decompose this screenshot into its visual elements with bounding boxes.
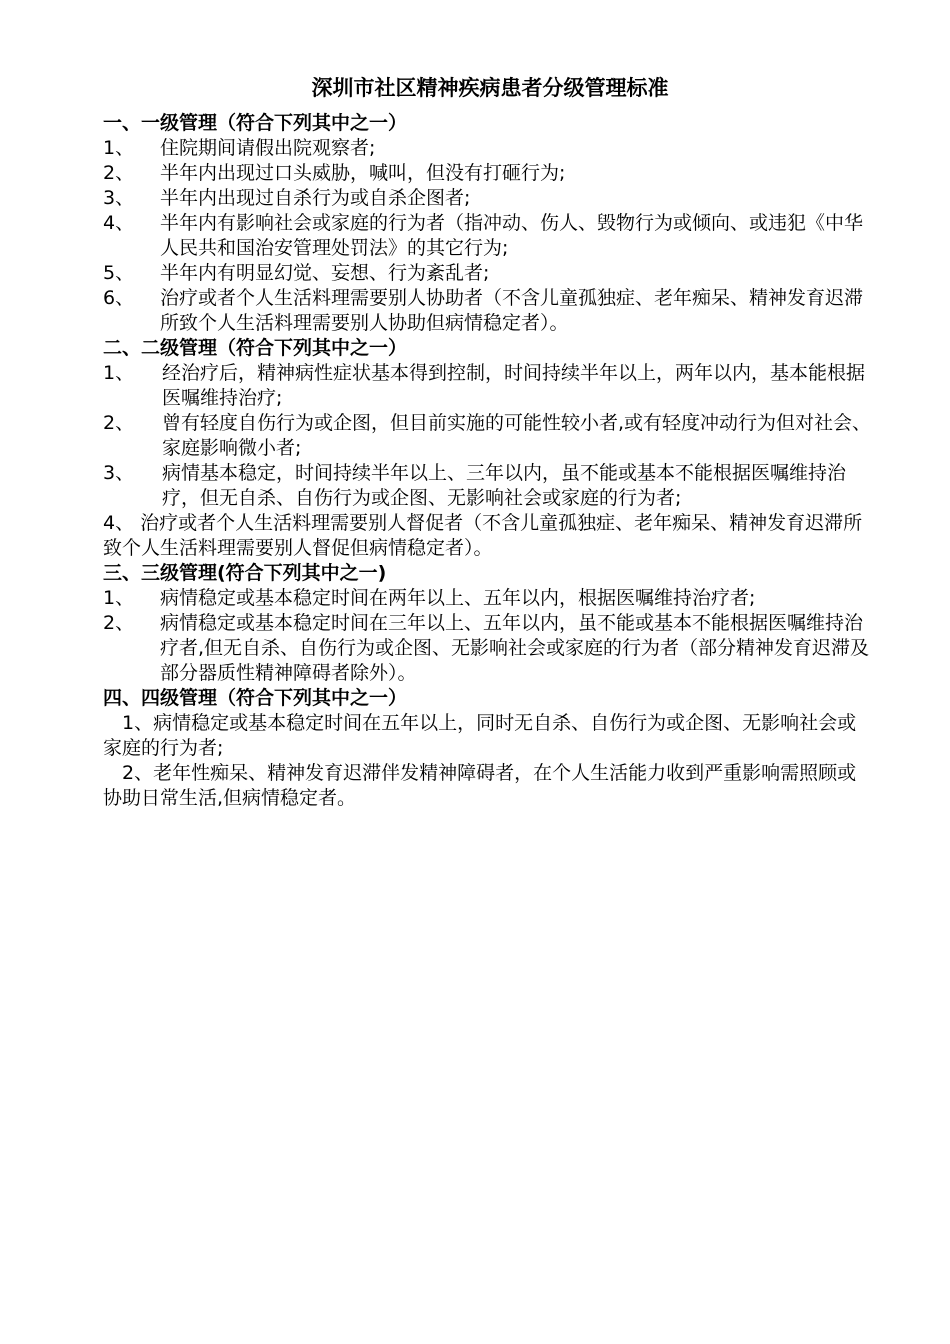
item-number: 5、 — [103, 262, 135, 284]
paragraph: 4、 治疗或者个人生活料理需要别人督促者（不含儿童孤独症、老年痴呆、精神发育迟滞所致个人生活料理需要别人督促但病情稳定者）。 — [103, 512, 863, 559]
item-text: 经治疗后，精神病性症状基本得到控制，时间持续半年以上，两年以内，基本能根据医嘱维持治疗; — [162, 362, 866, 409]
section-heading: 一、一级管理（符合下列其中之一） — [103, 112, 408, 134]
list-item — [103, 261, 873, 286]
document-body — [103, 111, 873, 811]
item-number: 2、 — [103, 412, 135, 434]
item-number: 2、 — [103, 162, 135, 184]
item-text: 半年内出现过口头威胁，喊叫，但没有打砸行为; — [160, 162, 566, 184]
item-number: 2、 — [103, 612, 135, 634]
section-level-1 — [103, 111, 873, 336]
item-text: 病情稳定或基本稳定时间在两年以上、五年以内，根据医嘱维持治疗者; — [160, 587, 756, 609]
paragraph: 2、老年性痴呆、精神发育迟滞伴发精神障碍者，在个人生活能力收到严重影响需照顾或协助日常生活,但病情稳定者。 — [103, 762, 857, 809]
list-item — [103, 161, 873, 186]
item-number: 1、 — [103, 137, 135, 159]
section-heading: 三、三级管理(符合下列其中之一) — [103, 562, 387, 584]
list-item — [103, 136, 873, 161]
section-heading: 四、四级管理（符合下列其中之一） — [103, 687, 408, 709]
section-level-4 — [103, 686, 873, 811]
item-number: 3、 — [103, 462, 135, 484]
item-text: 住院期间请假出院观察者; — [160, 137, 376, 159]
item-text: 病情基本稳定，时间持续半年以上、三年以内，虽不能或基本不能根据医嘱维持治疗，但无自杀、自伤行为或企图、无影响社会或家庭的行为者; — [162, 462, 847, 509]
item-number: 3、 — [103, 187, 135, 209]
paragraph: 1、病情稳定或基本稳定时间在五年以上，同时无自杀、自伤行为或企图、无影响社会或家庭的行为者; — [103, 712, 857, 759]
item-text: 半年内有明显幻觉、妄想、行为紊乱者; — [160, 262, 490, 284]
section-heading: 二、二级管理（符合下列其中之一） — [103, 337, 408, 359]
list-item — [103, 586, 873, 611]
item-number: 1、 — [103, 587, 135, 609]
item-number: 1、 — [103, 362, 135, 384]
list-item — [103, 461, 873, 511]
list-item — [103, 186, 873, 211]
section-level-3 — [103, 561, 873, 686]
list-item — [103, 211, 873, 261]
item-text: 曾有轻度自伤行为或企图，但目前实施的可能性较小者,或有轻度冲动行为但对社会、家庭影响微小者; — [162, 412, 872, 459]
list-item — [103, 611, 873, 686]
section-level-2 — [103, 336, 873, 561]
item-text: 半年内出现过自杀行为或自杀企图者; — [160, 187, 471, 209]
item-number: 6、 — [103, 287, 135, 309]
list-item — [103, 361, 873, 411]
list-item — [103, 411, 873, 461]
list-item — [103, 286, 873, 336]
item-text: 治疗或者个人生活料理需要别人协助者（不含儿童孤独症、老年痴呆、精神发育迟滞所致个人生活料理需要别人协助但病情稳定者）。 — [160, 287, 864, 334]
item-text: 半年内有影响社会或家庭的行为者（指冲动、伤人、毁物行为或倾向、或违犯《中华人民共和国治安管理处罚法》的其它行为; — [160, 212, 864, 259]
document-title: 深圳市社区精神疾病患者分级管理标准 — [311, 76, 669, 100]
item-number: 4、 — [103, 212, 135, 234]
item-text: 病情稳定或基本稳定时间在三年以上、五年以内，虽不能或基本不能根据医嘱维持治疗者,但无自杀、自伤行为或企图、无影响社会或家庭的行为者（部分精神发育迟滞及部分器质性精神障碍者除外）。 — [160, 612, 870, 684]
